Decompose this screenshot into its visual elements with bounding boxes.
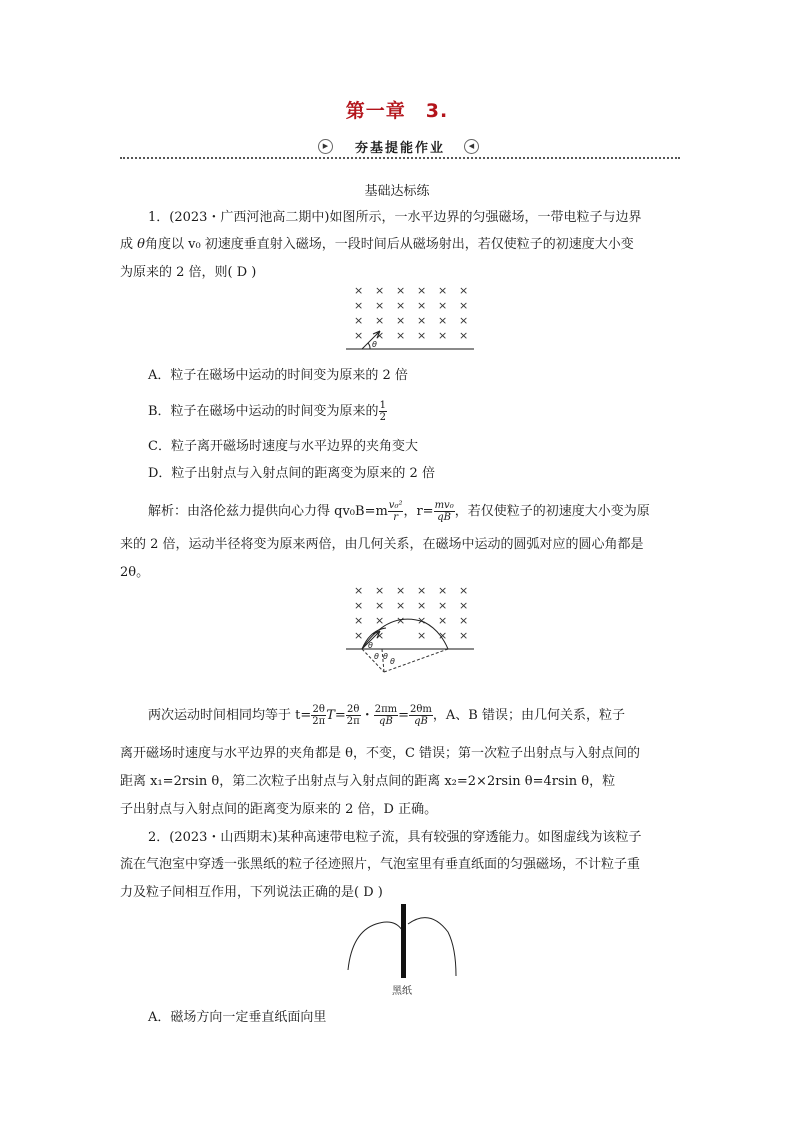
svg-text:×: × xyxy=(417,314,427,327)
svg-text:×: × xyxy=(459,629,469,642)
svg-text:×: × xyxy=(375,614,385,627)
q2-stem-line3: 力及粒子间相互作用，下列说法正确的是( D ) xyxy=(120,885,383,900)
q1-solution2-line1: 两次运动时间相同均等于 t= $\frac{2\theta}{2\pi}$ T= $\frac{2\theta}{2\pi}$ ・ $\frac{2\pi m}{qB}$ = $\frac{2\theta m}{qB}$ ，A、B 错误；由几何关系，粒子 xyxy=(148,704,625,727)
svg-text:×: × xyxy=(438,614,448,627)
svg-text:×: × xyxy=(396,329,406,342)
svg-text:×: × xyxy=(375,629,385,642)
q1-solution-line3: 2θ。 xyxy=(120,565,150,580)
q2-fig-label: 黑纸 xyxy=(392,986,412,997)
svg-text:×: × xyxy=(417,614,427,627)
left-track-arc xyxy=(348,922,402,970)
black-paper-bar xyxy=(401,904,406,978)
q2-stem-line2: 流在气泡室中穿透一张黑纸的粒子径迹照片，气泡室里有垂直纸面的匀强磁场，不计粒子重 xyxy=(120,857,641,872)
q1-option-d: D．粒子出射点与入射点间的距离变为原来的 2 倍 xyxy=(148,466,435,481)
fig2-theta-1: θ xyxy=(368,641,373,650)
svg-text:×: × xyxy=(375,314,385,327)
q1-option-c: C．粒子离开磁场时速度与水平边界的夹角变大 xyxy=(148,439,418,454)
svg-text:×: × xyxy=(396,314,406,327)
svg-text:×: × xyxy=(417,599,427,612)
q1-solution-line1: 解析：由洛伦兹力提供向心力得 qv₀B=m $\frac{\text{v₀²}}{r}$ ，r= $\frac{\text{mv₀}}{qB}$ ，若仅使粒子的初速度大小变为原 xyxy=(148,500,650,523)
q1-stem-line2: 成 θ角度以 v₀ 初速度垂直射入磁场，一段时间后从磁场射出，若仅使粒子的初速度大小变 xyxy=(120,237,634,252)
q1-fig-theta: θ xyxy=(372,340,377,349)
svg-text:×: × xyxy=(354,584,364,597)
field-cross-marks xyxy=(354,584,468,642)
q1-solution-line2: 来的 2 倍，运动半径将变为原来两倍，由几何关系，在磁场中运动的圆弧对应的圆心角都是 xyxy=(120,537,644,552)
field-cross-marks xyxy=(354,284,468,342)
svg-text:×: × xyxy=(354,629,364,642)
banner-dotted-rule xyxy=(120,157,680,159)
svg-text:×: × xyxy=(438,599,448,612)
svg-text:×: × xyxy=(459,314,469,327)
svg-text:×: × xyxy=(354,599,364,612)
svg-text:×: × xyxy=(459,329,469,342)
q1-solution2-line3: 距离 x₁=2rsin θ，第二次粒子出射点与入射点间的距离 x₂=2×2rsin θ=4rsin θ，粒 xyxy=(120,774,616,789)
q1-solution2-line4: 子出射点与入射点间的距离变为原来的 2 倍，D 正确。 xyxy=(120,802,438,817)
svg-text:×: × xyxy=(396,614,406,627)
svg-text:×: × xyxy=(417,284,427,297)
svg-text:×: × xyxy=(396,599,406,612)
svg-text:×: × xyxy=(375,329,385,342)
banner-arrow-right-icon: ▶ xyxy=(318,139,333,154)
fraction: $\frac{1}{2}$ xyxy=(379,400,386,423)
svg-text:×: × xyxy=(396,284,406,297)
svg-text:×: × xyxy=(459,614,469,627)
svg-text:×: × xyxy=(354,329,364,342)
q1-stem-line3: 为原来的 2 倍，则( D ) xyxy=(120,265,257,280)
svg-text:×: × xyxy=(417,629,427,642)
right-track-arc xyxy=(408,918,456,976)
q2-option-a: A．磁场方向一定垂直纸面向里 xyxy=(148,1010,327,1025)
fig2-theta-2: θ xyxy=(374,652,379,661)
q1-solution2-line2: 离开磁场时速度与水平边界的夹角都是 θ，不变，C 错误；第一次粒子出射点与入射点间的 xyxy=(120,746,641,761)
section-title: 基础达标练 xyxy=(364,184,430,199)
svg-text:×: × xyxy=(354,284,364,297)
fig2-theta-4: θ xyxy=(390,657,395,666)
svg-text:×: × xyxy=(354,614,364,627)
svg-text:×: × xyxy=(375,284,385,297)
svg-text:×: × xyxy=(438,314,448,327)
svg-text:×: × xyxy=(354,314,364,327)
svg-text:×: × xyxy=(417,299,427,312)
svg-text:×: × xyxy=(375,599,385,612)
svg-text:×: × xyxy=(438,329,448,342)
q1-solution-figure xyxy=(340,582,480,682)
q1-field-figure xyxy=(340,282,480,356)
svg-text:×: × xyxy=(438,284,448,297)
svg-text:×: × xyxy=(396,299,406,312)
banner-label: 夯基提能作业 xyxy=(354,141,445,156)
q1-stem-line1: 1．(2023・广西河池高二期中)如图所示，一水平边界的匀强磁场，一带电粒子与边界 xyxy=(148,210,642,225)
svg-text:×: × xyxy=(459,599,469,612)
banner-arrow-left-icon: ◀ xyxy=(464,139,479,154)
q1-option-b: B．粒子在磁场中运动的时间变为原来的 $\frac{1}{2}$ xyxy=(148,400,386,423)
fig2-theta-3: θ xyxy=(383,652,388,661)
q2-stem-line1: 2．(2023・山西期末)某种高速带电粒子流，具有较强的穿透能力。如图虚线为该粒子 xyxy=(148,830,642,845)
svg-text:×: × xyxy=(438,299,448,312)
svg-text:×: × xyxy=(396,584,406,597)
section-banner xyxy=(120,136,680,162)
svg-text:×: × xyxy=(438,629,448,642)
svg-text:×: × xyxy=(459,284,469,297)
svg-text:×: × xyxy=(354,299,364,312)
svg-text:×: × xyxy=(417,329,427,342)
q2-track-figure xyxy=(340,902,470,998)
svg-text:×: × xyxy=(375,299,385,312)
svg-text:×: × xyxy=(459,584,469,597)
q1-option-a: A．粒子在磁场中运动的时间变为原来的 2 倍 xyxy=(148,368,408,383)
svg-text:×: × xyxy=(459,299,469,312)
svg-text:×: × xyxy=(417,584,427,597)
svg-text:×: × xyxy=(438,584,448,597)
chapter-title: 第一章 3. xyxy=(345,100,449,122)
svg-text:×: × xyxy=(375,584,385,597)
